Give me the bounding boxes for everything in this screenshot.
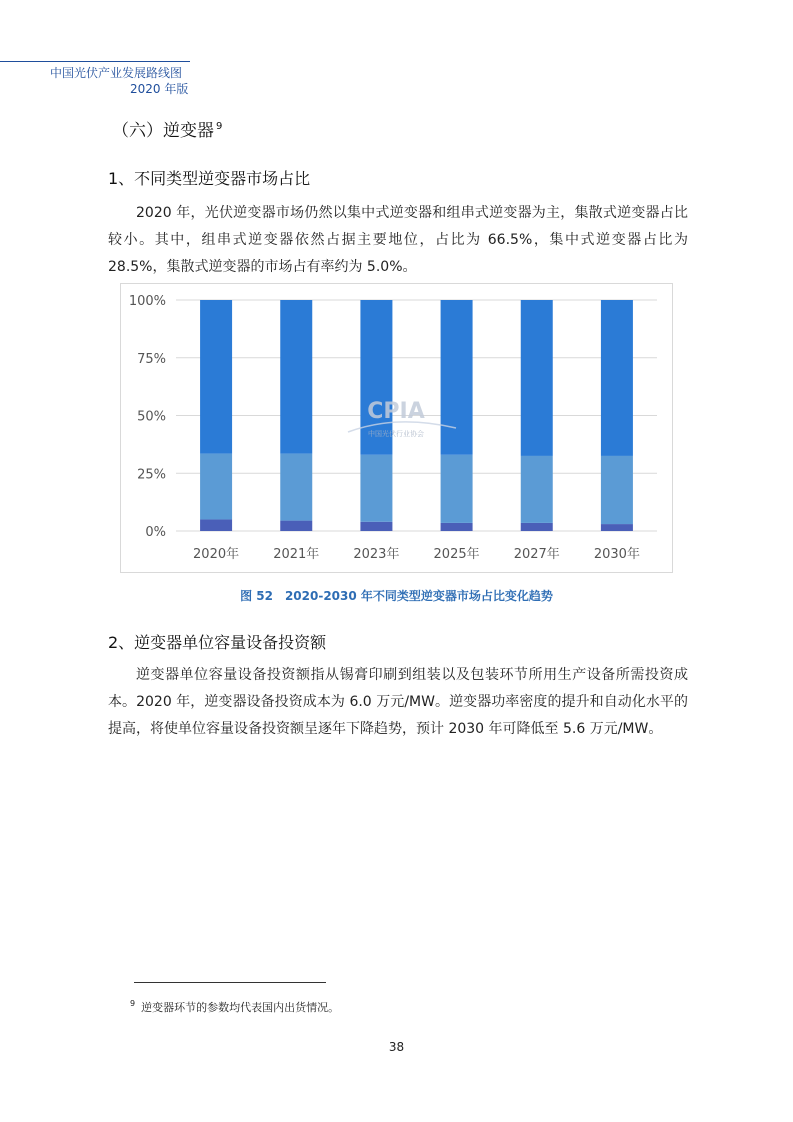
footnote-rule — [134, 982, 326, 983]
x-tick-label: 2021年 — [273, 547, 320, 562]
y-tick-label: 100% — [128, 294, 166, 309]
section-heading-text: （六）逆变器 — [112, 121, 214, 141]
x-tick-label: 2020年 — [193, 547, 240, 562]
bar-segment — [200, 454, 232, 520]
watermark-org-text: 中国光伏行业协会 — [368, 430, 424, 438]
bar-segment — [280, 521, 312, 531]
footnote-reference: 9 — [216, 121, 223, 133]
bar-segment — [200, 300, 232, 454]
bar-segment — [601, 300, 633, 456]
bar-segment — [200, 519, 232, 531]
y-tick-label: 25% — [137, 467, 166, 483]
stacked-bar-chart — [121, 284, 672, 572]
x-tick-label: 2023年 — [353, 547, 400, 562]
y-tick-label: 50% — [137, 409, 166, 425]
paragraph-market-share: 2020 年，光伏逆变器市场仍然以集中式逆变器和组串式逆变器为主，集散式逆变器占比较小。其中，组串式逆变器依然占据主要地位，占比为 66.5%，集中式逆变器占比为 28.5%，集散式逆变器的市场占有率约为 5.0%。 — [108, 205, 688, 275]
x-tick-label: 2027年 — [513, 547, 560, 562]
bar-segment — [521, 300, 553, 456]
bar-segment — [601, 456, 633, 524]
bar-segment — [360, 455, 392, 522]
footnote — [130, 999, 339, 1015]
footnote-text: 逆变器环节的参数均代表国内出货情况。 — [141, 1001, 340, 1014]
watermark-logo-text: CPIA — [367, 399, 425, 424]
header-rule — [0, 61, 190, 62]
x-tick-label: 2030年 — [593, 547, 640, 562]
bar-segment — [441, 455, 473, 523]
bar-segment — [280, 454, 312, 521]
paragraph-investment: 逆变器单位容量设备投资额指从锡膏印刷到组装以及包装环节所用生产设备所需投资成本。2020 年，逆变器设备投资成本为 6.0 万元/MW。逆变器功率密度的提升和自动化水平的提高，将使单位容量设备投资额呈逐年下降趋势，预计 2030 年可降低至 5.6 万元/MW。 — [108, 667, 688, 737]
bar-segment — [521, 456, 553, 523]
header-edition: 2020 年版 — [130, 82, 189, 96]
y-tick-label: 0% — [145, 525, 166, 540]
footnote-number: 9 — [130, 999, 136, 1009]
x-tick-label: 2025年 — [433, 547, 480, 562]
bar-segment — [601, 524, 633, 531]
section-heading — [112, 116, 222, 141]
bar-segment — [441, 300, 473, 455]
bar-segment — [280, 300, 312, 454]
bar-segment — [521, 523, 553, 531]
y-tick-label: 75% — [137, 351, 166, 367]
bar-segment — [360, 522, 392, 531]
subsection-heading-market-share: 1、不同类型逆变器市场占比 — [108, 169, 311, 188]
page-number: 38 — [388, 1040, 405, 1054]
subsection-heading-investment: 2、逆变器单位容量设备投资额 — [108, 633, 327, 652]
header-title: 中国光伏产业发展路线图 — [50, 66, 183, 80]
chart-container — [120, 283, 673, 573]
bar-segment — [441, 523, 473, 531]
figure-caption: 图 52 2020-2030 年不同类型逆变器市场占比变化趋势 — [240, 589, 553, 603]
